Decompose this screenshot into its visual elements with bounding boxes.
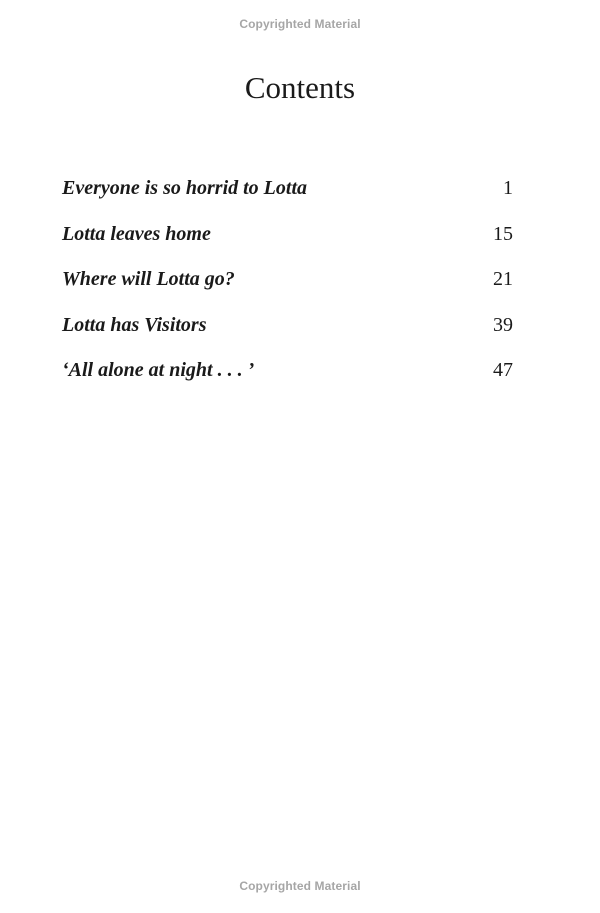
toc-entry-page: 1 [503, 177, 513, 199]
toc-entry [62, 218, 514, 264]
toc-entry [62, 263, 514, 309]
toc-entry-title: ‘All alone at night . . . ’ [62, 359, 255, 381]
toc-entry [62, 172, 514, 218]
toc-entry-page: 39 [493, 313, 513, 336]
toc-entry-page: 47 [493, 359, 513, 381]
toc-entry-title: Everyone is so horrid to Lotta [62, 177, 308, 199]
toc-entry-page: 15 [493, 222, 513, 245]
toc-entry [62, 309, 514, 355]
watermark-top: Copyrighted Material [239, 17, 361, 31]
toc-entry-title: Lotta has Visitors [62, 313, 207, 336]
page-title: Contents [244, 70, 356, 105]
toc-entry-page: 21 [493, 268, 513, 290]
toc-entry-title: Lotta leaves home [62, 222, 211, 245]
table-of-contents [62, 172, 514, 400]
toc-entry-title: Where will Lotta go? [62, 268, 235, 290]
watermark-bottom: Copyrighted Material [239, 879, 361, 893]
toc-entry [62, 354, 514, 400]
